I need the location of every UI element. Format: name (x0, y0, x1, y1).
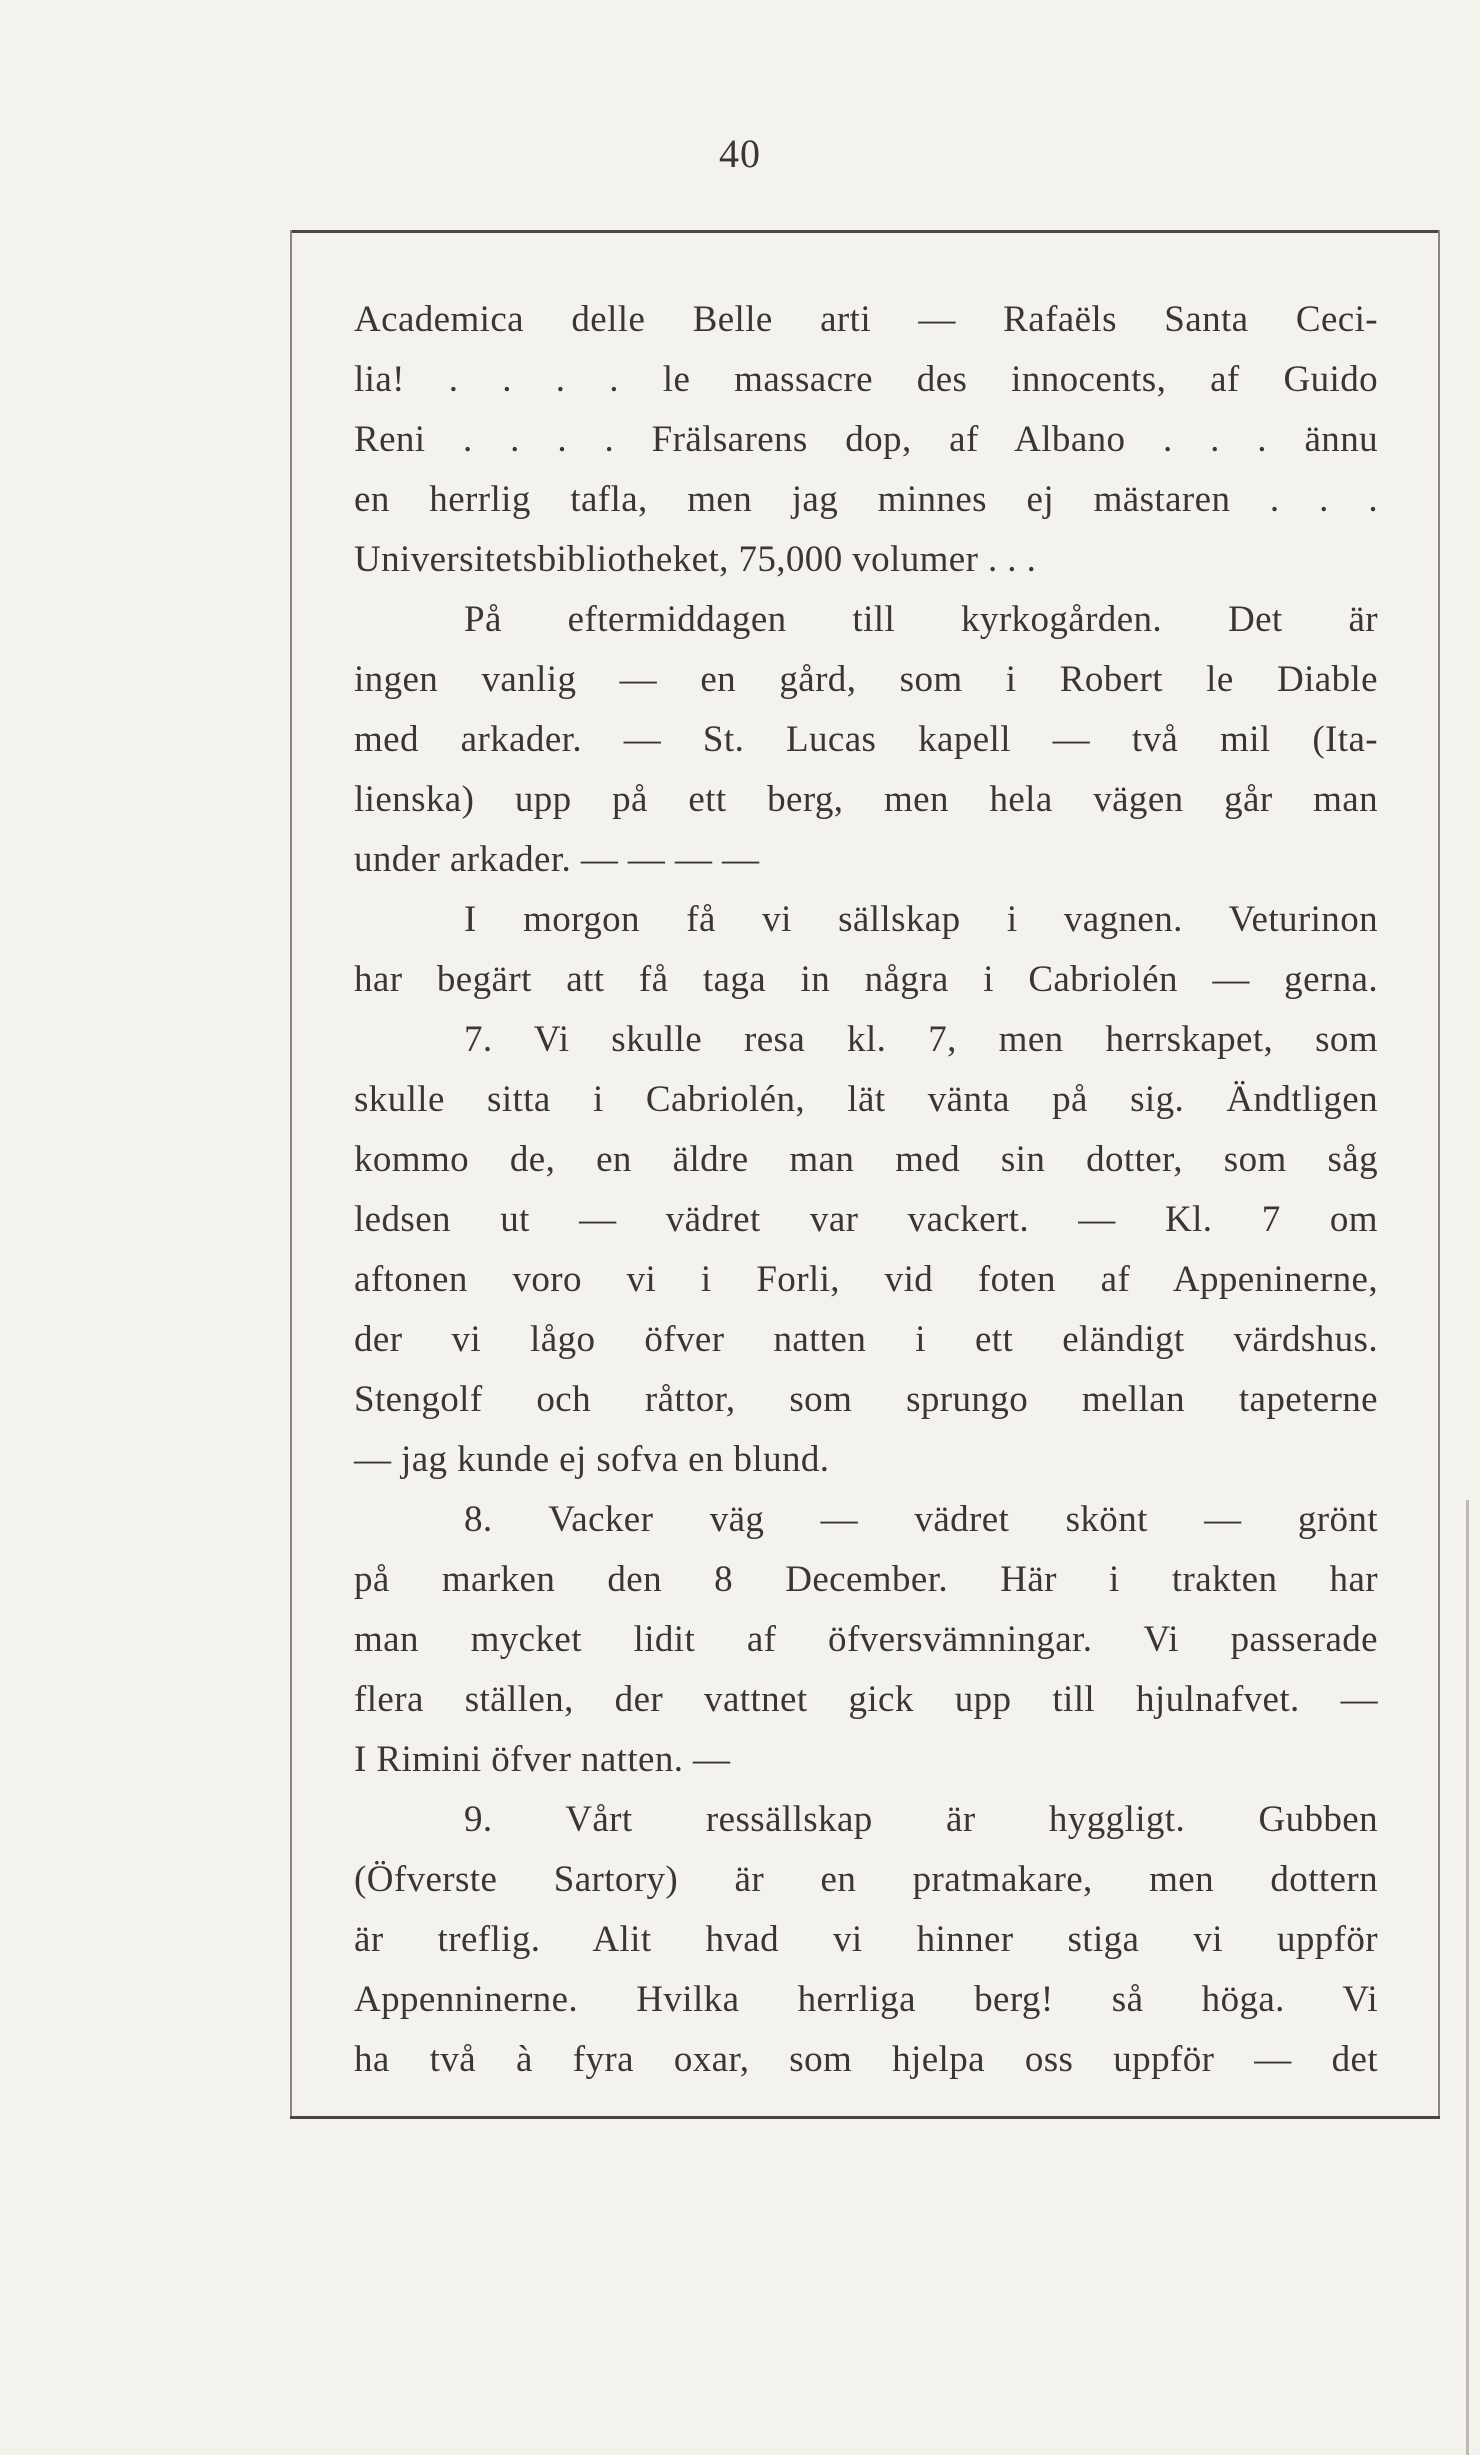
text-line: man mycket lidit af öfversvämningar. Vi passerade (354, 1619, 1378, 1660)
text-line: 7. Vi skulle resa kl. 7, men herrskapet, som (464, 1019, 1378, 1060)
text-line: — jag kunde ej sofva en blund. (354, 1439, 830, 1480)
text-line: kommo de, en äldre man med sin dotter, som såg (354, 1139, 1378, 1180)
text-line: ingen vanlig — en gård, som i Robert le Diable (354, 659, 1378, 700)
text-line: lienska) upp på ett berg, men hela vägen går man (354, 779, 1378, 820)
text-line: 8. Vacker väg — vädret skönt — grönt (464, 1499, 1378, 1540)
text-line: (Öfverste Sartory) är en pratmakare, men dottern (354, 1859, 1378, 1900)
text-line: flera ställen, der vattnet gick upp till hjulnafvet. — (354, 1679, 1378, 1720)
text-line: I Rimini öfver natten. — (354, 1739, 731, 1780)
text-line: har begärt att få taga in några i Cabriolén — gerna. (354, 959, 1378, 1000)
text-line: 9. Vårt ressällskap är hyggligt. Gubben (464, 1799, 1378, 1840)
body-text (354, 290, 1378, 2090)
text-line: Stengolf och råttor, som sprungo mellan tapeterne (354, 1379, 1378, 1420)
text-line: I morgon få vi sällskap i vagnen. Veturinon (464, 899, 1378, 940)
text-line: ledsen ut — vädret var vackert. — Kl. 7 om (354, 1199, 1378, 1240)
text-line: en herrlig tafla, men jag minnes ej mästaren . . . (354, 479, 1378, 520)
text-line: Academica delle Belle arti — Rafaëls Santa Ceci- (354, 299, 1378, 340)
frame-left-rule (290, 230, 292, 2118)
frame-top-rule (290, 230, 1440, 233)
page-edge (1466, 1500, 1469, 2455)
frame-bottom-rule (290, 2116, 1440, 2119)
text-line: med arkader. — St. Lucas kapell — två mil (Ita- (354, 719, 1378, 760)
text-line: är treflig. Alit hvad vi hinner stiga vi uppför (354, 1919, 1378, 1960)
text-line: der vi lågo öfver natten i ett eländigt värdshus. (354, 1319, 1378, 1360)
page-number: 40 (719, 131, 761, 176)
text-line: Reni . . . . Frälsarens dop, af Albano . . . ännu (354, 419, 1378, 460)
text-line: under arkader. — — — — (354, 839, 760, 880)
text-line: På eftermiddagen till kyrkogården. Det är (464, 599, 1378, 640)
frame-right-rule (1438, 230, 1440, 2118)
text-line: lia! . . . . le massacre des innocents, af Guido (354, 359, 1378, 400)
text-line: Universitetsbibliotheket, 75,000 volumer . . . (354, 539, 1037, 580)
text-line: Appenninerne. Hvilka herrliga berg! så höga. Vi (354, 1979, 1378, 2020)
text-line: aftonen voro vi i Forli, vid foten af Appeninerne, (354, 1259, 1378, 1300)
text-line: skulle sitta i Cabriolén, lät vänta på sig. Ändtligen (354, 1079, 1378, 1120)
text-line: ha två à fyra oxar, som hjelpa oss uppför — det (354, 2039, 1378, 2080)
text-line: på marken den 8 December. Här i trakten har (354, 1559, 1378, 1600)
